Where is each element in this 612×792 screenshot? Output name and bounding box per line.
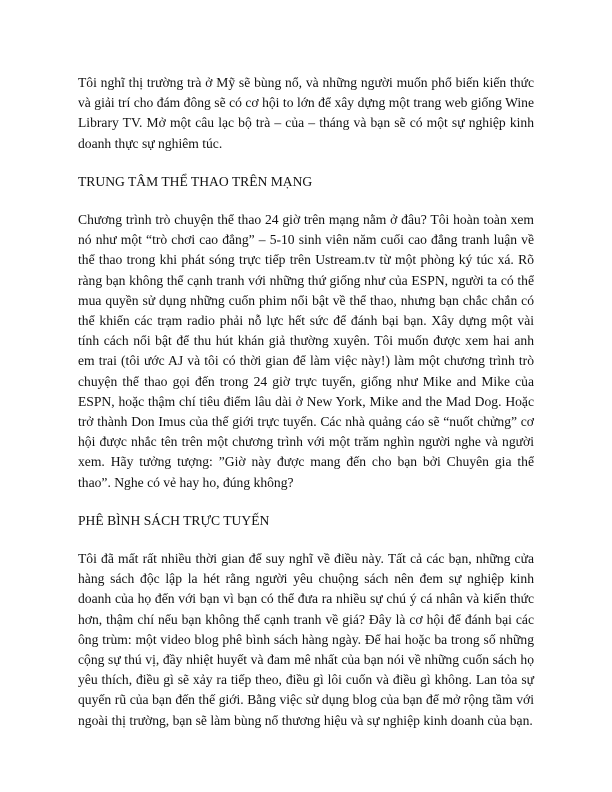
section-body-sports: Chương trình trò chuyện thể thao 24 giờ trên mạng nằm ở đâu? Tôi hoàn toàn xem nó như một “trò chơi cao đẳng” – 5-10 sinh viên năm cuối cao đẳng tranh luận về thể thao trong khi phát sóng trực tiếp trên Ustream.tv từ một phòng ký túc xá. Rõ ràng bạn không thể cạnh tranh với những thứ giống như của ESPN, người ta có thể mua quyền sử dụng những cuốn phim nổi bật về thể thao, nhưng bạn chắc chắn có thể khiến các trạm radio phải nỗ lực hết sức để đánh bại bạn. Xây dựng một vài tính cách nổi bật để thu hút khán giả thường xuyên. Tôi muốn được xem hai anh em trai (tôi ước AJ và tôi có thời gian để làm việc này!) làm một chương trình trò chuyện thể thao gọi đến trong 24 giờ trực tuyến, giống như Mike and Mike của ESPN, hoặc thậm chí tiêu điểm lâu dài ở New York, Mike and the Mad Dog. Hoặc trở thành Don Imus của thế giới trực tuyến. Các nhà quảng cáo sẽ “nuốt chửng” cơ hội được nhắc tên trên một chương trình với một trăm nghìn người nghe và người xem. Hãy tưởng tượng: ”Giờ này được mang đến cho bạn bởi Chuyên gia thể thao”. Nghe có vẻ hay ho, đúng không? (78, 212, 534, 490)
intro-paragraph: Tôi nghĩ thị trường trà ở Mỹ sẽ bùng nổ, và những người muốn phổ biến kiến thức và giải trí cho đám đông sẽ có cơ hội to lớn để xây dựng một trang web giống Wine Library TV. Mở một câu lạc bộ trà – của – tháng và bạn sẽ có một sự nghiệp kinh doanh thực sự nghiêm túc. (78, 75, 534, 151)
spacer (78, 154, 534, 172)
spacer (78, 531, 534, 549)
spacer (78, 192, 534, 210)
section-heading-sports: TRUNG TÂM THỂ THAO TRÊN MẠNG (78, 173, 313, 189)
section-heading-books: PHÊ BÌNH SÁCH TRỰC TUYẾN (78, 512, 270, 528)
document-page (78, 73, 534, 731)
section-body-books: Tôi đã mất rất nhiều thời gian để suy nghĩ về điều này. Tất cả các bạn, những cửa hàng sách độc lập la hét rằng người yêu chuộng sách nên đem sự nghiệp kinh doanh của họ đến với bạn vì bạn có thể đưa ra nhiều sự chú ý cá nhân và kiến thức hơn, thậm chí nếu bạn không thể cạnh tranh về giá? Đây là cơ hội để đánh bại các ông trùm: một video blog phê bình sách hàng ngày. Để hai hoặc ba trong số những cộng sự thú vị, đầy nhiệt huyết và đam mê nhất của bạn nói về những cuốn sách họ yêu thích, điều gì sẽ xảy ra tiếp theo, điều gì lôi cuốn và điều gì không. Lan tỏa sự quyến rũ của bạn đến thế giới. Bằng việc sử dụng blog của bạn để mở rộng tầm với ngoài thị trường, bạn sẽ làm bùng nổ thương hiệu và sự nghiệp kinh doanh của bạn. (78, 551, 534, 728)
spacer (78, 493, 534, 511)
